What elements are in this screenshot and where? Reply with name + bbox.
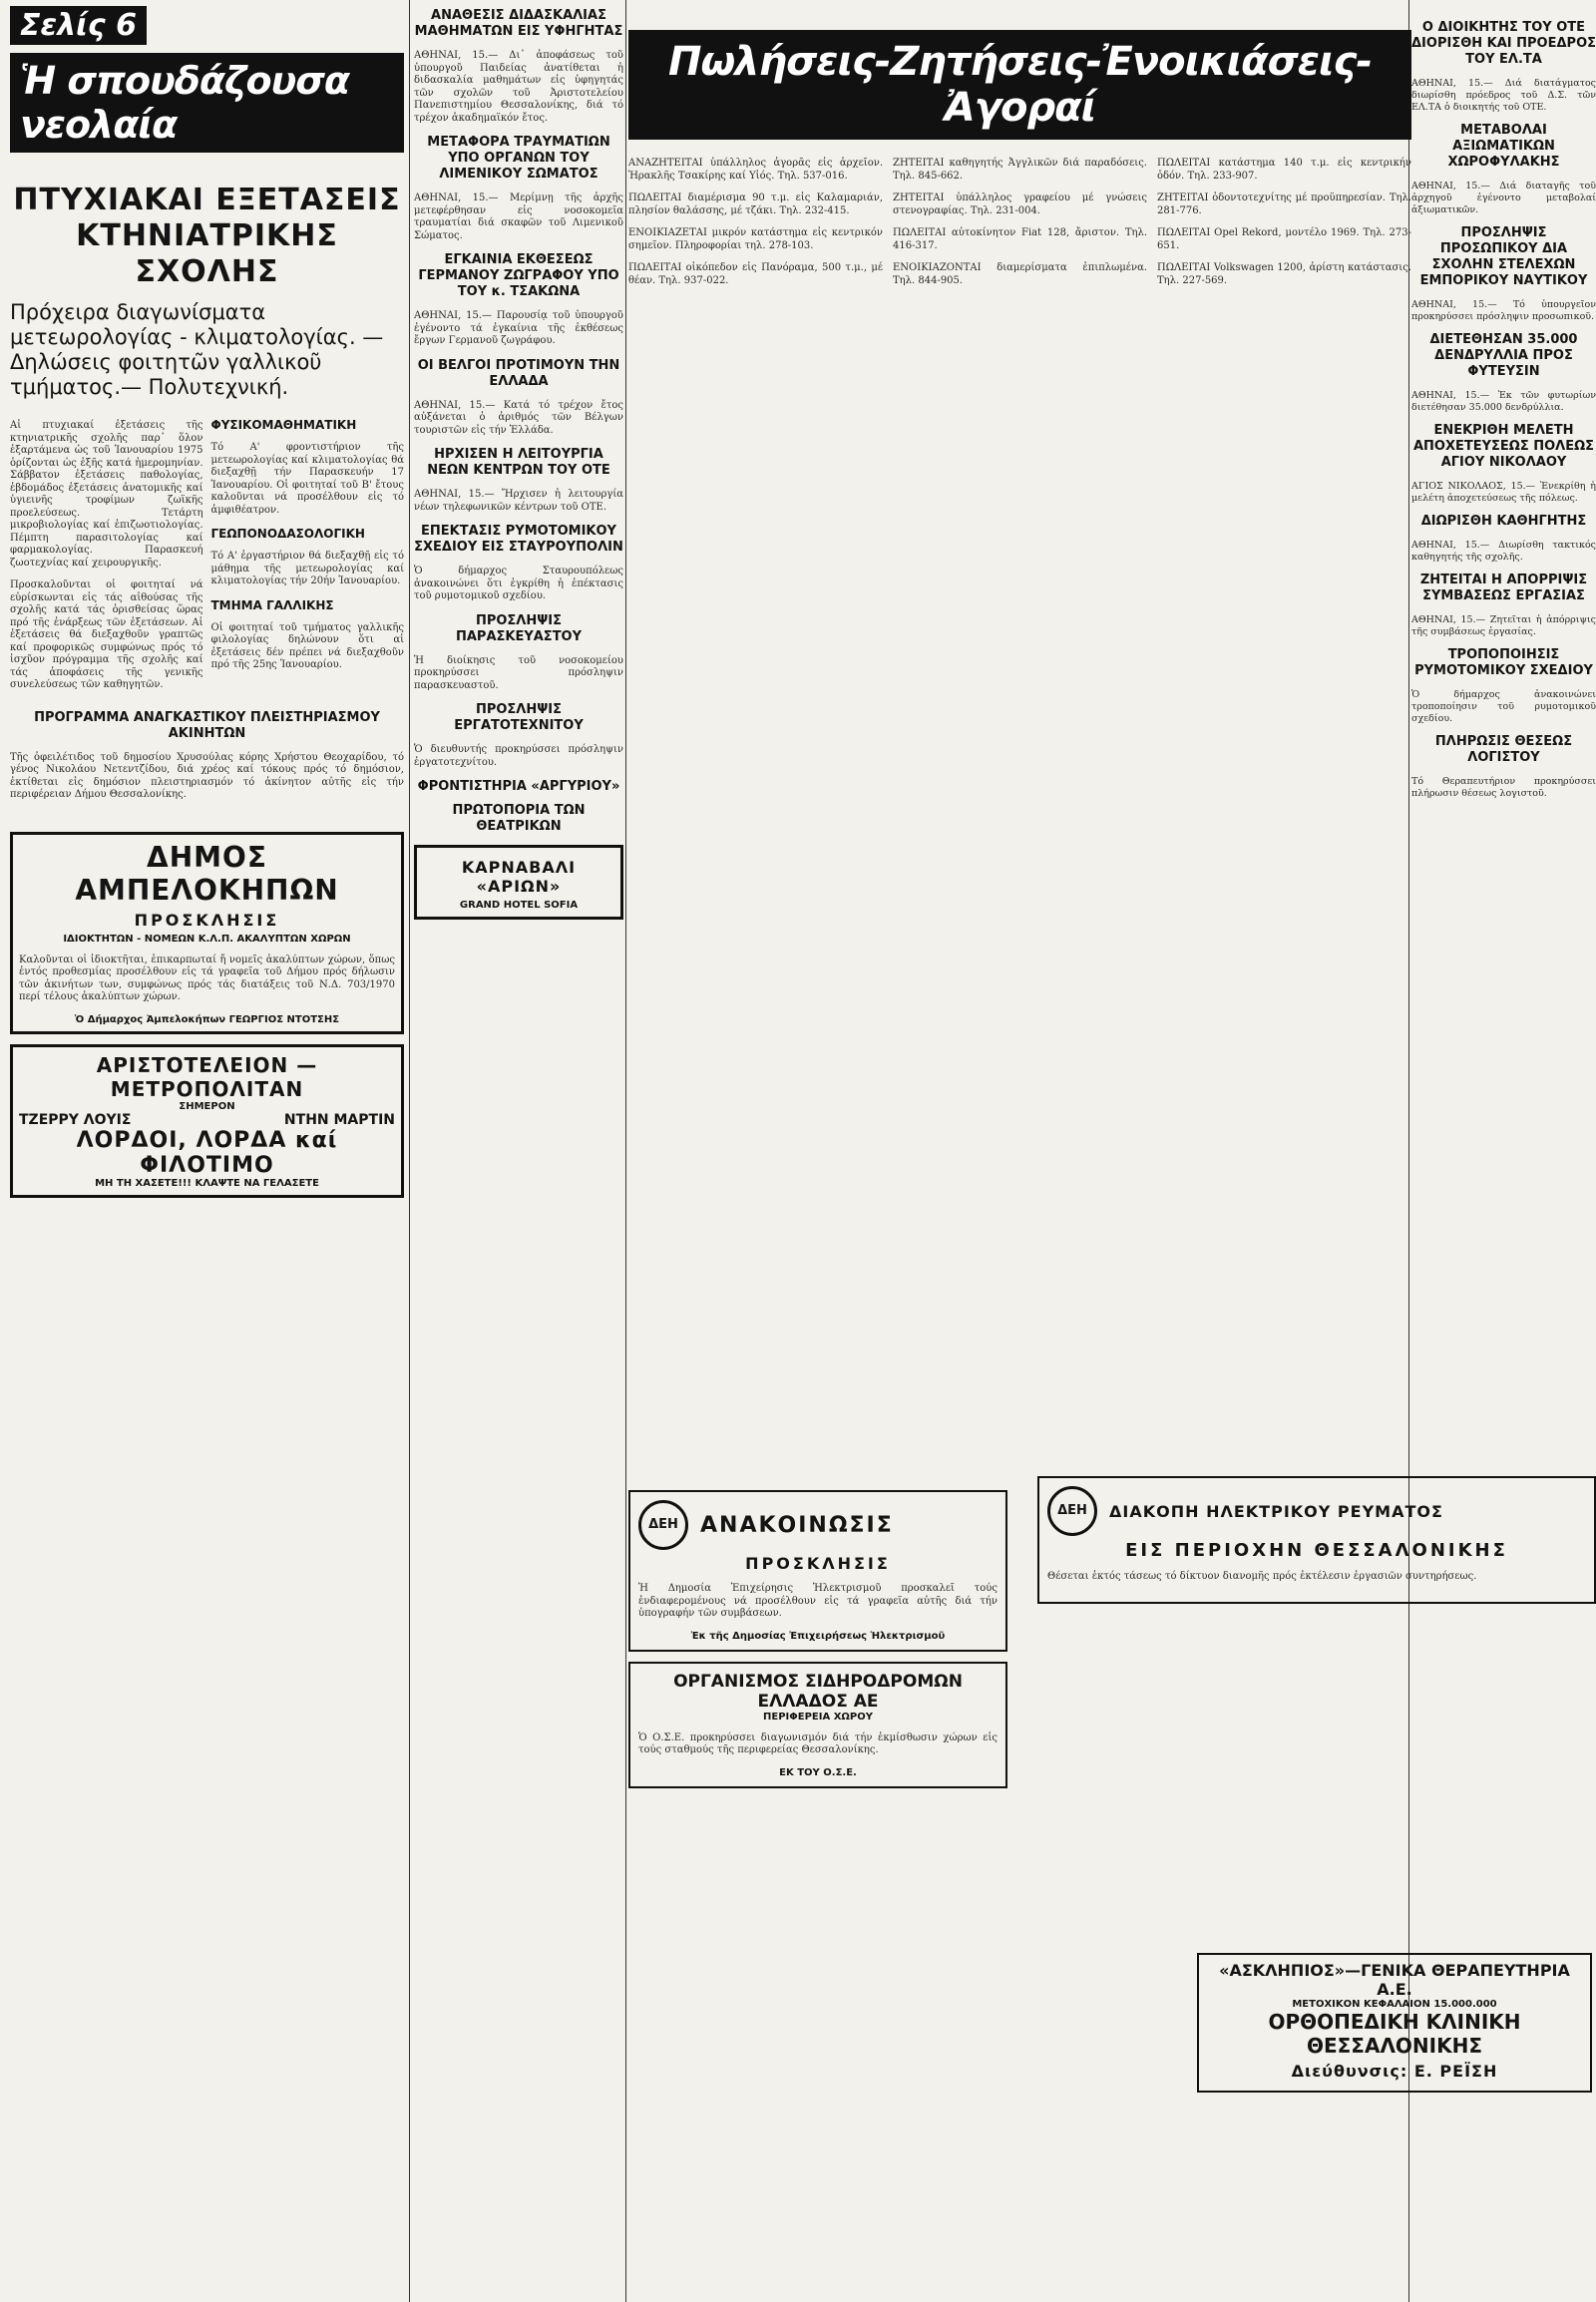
news-body: ΑΘΗΝΑΙ, 15.— Διά διαταγῆς τοῦ ἀρχηγοῦ ἐγένοντο μεταβολαί ἀξιωματικῶν. (1411, 180, 1596, 215)
municipality-signature: Ὁ Δήμαρχος Ἀμπελοκήπων ΓΕΩΡΓΙΟΣ ΝΤΟΤΣΗΣ (74, 1013, 340, 1025)
column-rule (409, 0, 410, 2302)
news-headline: ΕΝΕΚΡΙΘΗ ΜΕΛΕΤΗ ΑΠΟΧΕΤΕΥΣΕΩΣ ΠΟΛΕΩΣ ΑΓΙΟΥ ΝΙΚΟΛΑΟΥ (1412, 423, 1595, 470)
news-headline: ΜΕΤΑΒΟΛΑΙ ΑΞΙΩΜΑΤΙΚΩΝ ΧΩΡΟΦΥΛΑΚΗΣ (1447, 123, 1560, 170)
news-body: ΑΘΗΝΑΙ, 15.— Δι᾽ ἀποφάσεως τοῦ ὑπουργοῦ Παιδείας ἀνατίθεται ἡ διδασκαλία μαθημάτων εἰς ὑφηγητάς τῶν σχολῶν τοῦ Ἀριστοτελείου Πανεπιστημίου Θεσσαλονίκης, διά τό τρέχον ἀκαδημαϊκόν ἔτος. (414, 50, 623, 124)
section-body: Τό Α' ἐργαστήριον θά διεξαχθῇ εἰς τό μάθημα τῆς μετεωρολογίας καί κλιματολογίας τήν 20ήν Ἰανουαρίου. (210, 551, 404, 586)
news-body: ΑΓΙΟΣ ΝΙΚΟΛΑΟΣ, 15.— Ἐνεκρίθη ἡ μελέτη ἀποχετεύσεως τῆς πόλεως. (1411, 480, 1596, 504)
news-body: ΑΘΗΝΑΙ, 15.— Τό ὑπουργεῖον προκηρύσσει πρόσληψιν προσωπικοῦ. (1411, 298, 1596, 322)
section-heading: ΦΥΣΙΚΟΜΑΘΗΜΑΤΙΚΗ (210, 418, 357, 432)
news-body: ΑΘΗΝΑΙ, 15.— Κατά τό τρέχον ἔτος αὐξάνεται ὁ ἀριθμός τῶν Βέλγων τουριστῶν εἰς τήν Ἑλλάδα. (414, 399, 623, 436)
classified-ad: ΕΝΟΙΚΙΑΖΕΤΑΙ μικρόν κατάστημα εἰς κεντρικόν σημεῖον. Πληροφορίαι τηλ. 278-103. (628, 227, 883, 251)
hospital-ad (1197, 1953, 1592, 2093)
news-body: ΑΘΗΝΑΙ, 15.— Μερίμνῃ τῆς ἀρχῆς μετεφέρθησαν εἰς νοσοκομεῖα τραυματίαι διά σκαφῶν τοῦ Λιμενικοῦ Σώματος. (414, 192, 623, 241)
classified-ad: ΠΩΛΕΙΤΑΙ Opel Rekord, μοντέλο 1969. Τηλ. 273-651. (1157, 227, 1411, 251)
cinema-today: ΣΗΜΕΡΟΝ (179, 1100, 235, 1112)
news-headline: ΜΕΤΑΦΟΡΑ ΤΡΑΥΜΑΤΙΩΝ ΥΠΟ ΟΡΓΑΝΩΝ ΤΟΥ ΛΙΜΕΝΙΚΟΥ ΣΩΜΑΤΟΣ (427, 135, 610, 182)
classifieds-banner: Πωλήσεις-Ζητήσεις-Ἐνοικιάσεις-Ἀγοραί (628, 30, 1411, 140)
hospital-clinic: ΟΡΘΟΠΕΔΙΚΗ ΚΛΙΝΙΚΗ ΘΕΣΣΑΛΟΝΙΚΗΣ (1268, 2010, 1521, 2058)
power-cut-body: Θέσεται ἐκτός τάσεως τό δίκτυον διανομῆς πρός ἐκτέλεσιν ἐργασιῶν συντηρήσεως. (1047, 1571, 1477, 1582)
news-headline: ΖΗΤΕΙΤΑΙ Η ΑΠΟΡΡΙΨΙΣ ΣΥΜΒΑΣΕΩΣ ΕΡΓΑΣΙΑΣ (1419, 573, 1588, 603)
deh-logo: ΔΕΗ (638, 1500, 688, 1550)
section-body: Τό Α' φροντιστήριον τῆς μετεωρολογίας καί κλιματολογίας θά διεξαχθῇ τήν Παρασκευήν 17 Ἰανουαρίου. Οἱ φοιτηταί τοῦ Β' ἔτους καλοῦνται νά προσέλθουν εἰς τό ἀμφιθέατρον. (210, 442, 404, 516)
municipality-body: Καλοῦνται οἱ ἰδιοκτῆται, ἐπικαρπωταί ἤ νομεῖς ἀκαλύπτων χώρων, ὅπως ἐντός προθεσμίας προσέλθουν εἰς τά γραφεῖα τοῦ Δήμου πρός δήλωσιν τῶν ἀκινήτων των, συμφώνως πρός τάς διατάξεις τοῦ Ν.Δ. 703/1970 περί τέλους ἀκαλύπτων χώρων. (19, 954, 395, 1002)
ose-title: ΟΡΓΑΝΙΣΜΟΣ ΣΙΔΗΡΟΔΡΟΜΩΝ ΕΛΛΑΔΟΣ ΑΕ (673, 1671, 963, 1712)
power-cut-title: ΔΙΑΚΟΠΗ ΗΛΕΚΤΡΙΚΟΥ ΡΕΥΜΑΤΟΣ (1109, 1501, 1443, 1521)
news-body: ΑΘΗΝΑΙ, 15.— Ἐκ τῶν φυτωρίων διετέθησαν 35.000 δενδρύλλια. (1411, 389, 1596, 413)
cinema-ad (10, 1044, 404, 1198)
classified-ad: ΖΗΤΕΙΤΑΙ ὑπάλληλος γραφείου μέ γνώσεις στενογραφίας. Τηλ. 231-004. (893, 192, 1147, 216)
news-headline: ΠΡΩΤΟΠΟΡΙΑ ΤΩΝ ΘΕΑΤΡΙΚΩΝ (452, 803, 586, 834)
news-headline: ΕΠΕΚΤΑΣΙΣ ΡΥΜΟΤΟΜΙΚΟΥ ΣΧΕΔΙΟΥ ΕΙΣ ΣΤΑΥΡΟΥΠΟΛΙΝ (414, 524, 623, 555)
classified-ad: ΖΗΤΕΙΤΑΙ ὀδοντοτεχνίτης μέ προϋπηρεσίαν. Τηλ. 281-776. (1157, 192, 1411, 216)
notice-title: ΑΝΑΚΟΙΝΩΣΙΣ (700, 1512, 894, 1538)
municipality-subtitle: ΠΡΟΣΚΛΗΣΙΣ (134, 910, 280, 930)
article-subhead: Πρόχειρα διαγωνίσματα μετεωρολογίας - κλιματολογίας. — Δηλώσεις φοιτητῶν γαλλικοῦ τμήματος.— Πολυτεχνική. (10, 300, 384, 399)
cinema-actor-right: ΝΤΗΝ ΜΑΡΤΙΝ (283, 1111, 395, 1128)
news-body: Ὁ διευθυντής προκηρύσσει πρόσληψιν ἐργατοτεχνίτου. (414, 744, 623, 768)
news-body: ΑΘΗΝΑΙ, 15.— Διωρίσθη τακτικός καθηγητής τῆς σχολῆς. (1411, 539, 1596, 563)
page-number-badge: Σελίς 6 (10, 6, 147, 45)
cinema-actor-left: ΤΖΕΡΡΥ ΛΟΥΙΣ (19, 1111, 132, 1128)
news-headline: ΠΡΟΣΛΗΨΙΣ ΠΡΟΣΩΠΙΚΟΥ ΔΙΑ ΣΧΟΛΗΝ ΣΤΕΛΕΧΩΝ ΕΜΠΟΡΙΚΟΥ ΝΑΥΤΙΚΟΥ (1419, 225, 1588, 288)
hospital-name: «ΑΣΚΛΗΠΙΟΣ»—ΓΕΝΙΚΑ ΘΕΡΑΠΕΥΤΗΡΙΑ Α.Ε. (1219, 1961, 1570, 1999)
classified-ad: ΠΩΛΕΙΤΑΙ αὐτοκίνητον Fiat 128, ἄριστον. Τηλ. 416-317. (893, 227, 1147, 251)
news-body: ΑΘΗΝΑΙ, 15.— Διά διατάγματος διωρίσθη πρόεδρος τοῦ Δ.Σ. τῶν ΕΛ.ΤΑ ὁ διοικητής τοῦ ΟΤΕ. (1411, 77, 1596, 113)
news-headline: Ο ΔΙΟΙΚΗΤΗΣ ΤΟΥ ΟΤΕ ΔΙΟΡΙΣΘΗ ΚΑΙ ΠΡΟΕΔΡΟΣ ΤΟΥ ΕΛ.ΤΑ (1411, 20, 1596, 67)
ose-subtitle: ΠΕΡΙΦΕΡΕΙΑ ΧΩΡΟΥ (763, 1711, 873, 1723)
auction-title: ΠΡΟΓΡΑΜΜΑ ΑΝΑΓΚΑΣΤΙΚΟΥ ΠΛΕΙΣΤΗΡΙΑΣΜΟΥ ΑΚΙΝΗΤΩΝ (34, 709, 380, 741)
classified-ad: ΑΝΑΖΗΤΕΙΤΑΙ ὑπάλληλος ἀγορᾶς εἰς ἀρχεῖον. Ἡρακλῆς Τσακίρης καί Υἱός. Τηλ. 537-016. (628, 158, 883, 182)
carnival-hotel: GRAND HOTEL SOFIA (459, 900, 579, 911)
news-headline: ΕΓΚΑΙΝΙΑ ΕΚΘΕΣΕΩΣ ΓΕΡΜΑΝΟΥ ΖΩΓΡΑΦΟΥ ΥΠΟ ΤΟΥ κ. ΤΣΑΚΩΝΑ (418, 252, 619, 299)
column-news (414, 0, 623, 2302)
news-headline: ΤΡΟΠΟΠΟΙΗΣΙΣ ΡΥΜΟΤΟΜΙΚΟΥ ΣΧΕΔΙΟΥ (1414, 647, 1593, 678)
classified-ad: ΠΩΛΕΙΤΑΙ οἰκόπεδον εἰς Πανόραμα, 500 τ.μ., μέ θέαν. Τηλ. 937-022. (628, 262, 883, 286)
column-rule (625, 0, 626, 2302)
news-headline: ΦΡΟΝΤΙΣΤΗΡΙΑ «ΑΡΓΥΡΙΟΥ» (417, 779, 620, 794)
municipality-title: ΔΗΜΟΣ ΑΜΠΕΛΟΚΗΠΩΝ (75, 840, 339, 907)
notice-signature: Ἐκ τῆς Δημοσίας Ἐπιχειρήσεως Ἠλεκτρισμοῦ (690, 1630, 946, 1642)
column-education (10, 0, 404, 2302)
article-body: Αἱ πτυχιακαί ἐξετάσεις τῆς κτηνιατρικῆς σχολῆς παρ᾽ ὅλον ἐξαρτάμενα ὡς τοῦ Ἰανουαρίου 1975 ὁρίζονται ὡς ἑξῆς κατά ἡμερομηνίαν. Σάββατον ἐξετάσεις παθολογίας, ἑβδομάδος ἐξετάσεις ἀνατομικῆς καί ὑγιεινῆς τροφίμων ζωϊκῆς προελεύσεως. Τετάρτη μικροβιολογίας καί ἐπιζωοτιολογίας. Πέμπτη παρασιτολογίας καί φαρμακολογίας. Παρασκευή ζωοτεχνίας καί χειρουργικῆς. (10, 420, 203, 569)
news-body: ΑΘΗΝΑΙ, 15.— Παρουσίᾳ τοῦ ὑπουργοῦ ἐγένοντο τά ἐγκαίνια τῆς ἐκθέσεως ἔργων Γερμανοῦ ζωγράφου. (414, 310, 623, 346)
carnival-ad (414, 845, 623, 920)
ose-notice (628, 1662, 1007, 1788)
news-headline: ΔΙΕΤΕΘΗΣΑΝ 35.000 ΔΕΝΔΡΥΛΛΙΑ ΠΡΟΣ ΦΥΤΕΥΣΙΝ (1429, 332, 1578, 379)
classified-ad: ΕΝΟΙΚΙΑΖΟΝΤΑΙ διαμερίσματα ἐπιπλωμένα. Τηλ. 844-905. (893, 262, 1147, 286)
news-body: Ἡ διοίκησις τοῦ νοσοκομείου προκηρύσσει πρόσληψιν παρασκευαστοῦ. (414, 654, 623, 691)
cinema-footer: ΜΗ ΤΗ ΧΑΣΕΤΕ!!! ΚΛΑΨΤΕ ΝΑ ΓΕΛΑΣΕΤΕ (95, 1177, 319, 1189)
section-body: Οἱ φοιτηταί τοῦ τμήματος γαλλικῆς φιλολογίας δηλώνουν ὅτι αἱ ἐξετάσεις δέν πρέπει νά διεξαχθοῦν πρό τῆς 25ης Ἰανουαρίου. (210, 621, 404, 670)
classified-ad: ΠΩΛΕΙΤΑΙ Volkswagen 1200, ἀρίστη κατάστασις. Τηλ. 227-569. (1157, 262, 1411, 286)
notice-subtitle: ΠΡΟΣΚΛΗΣΙΣ (745, 1554, 891, 1573)
news-headline: ΠΡΟΣΛΗΨΙΣ ΕΡΓΑΤΟΤΕΧΝΙΤΟΥ (454, 702, 584, 733)
ose-body: Ὁ Ο.Σ.Ε. προκηρύσσει διαγωνισμόν διά τήν ἐκμίσθωσιν χώρων εἰς τούς σταθμούς τῆς περιφερείας Θεσσαλονίκης. (638, 1731, 998, 1755)
cinema-film-title: ΛΟΡΔΟΙ, ΛΟΡΔΑ καί ΦΙΛΟΤΙΜΟ (76, 1127, 338, 1178)
power-cut-subtitle: ΕΙΣ ΠΕΡΙΟΧΗΝ ΘΕΣΣΑΛΟΝΙΚΗΣ (1125, 1540, 1508, 1561)
section-heading: ΓΕΩΠΟΝΟΔΑΣΟΛΟΓΙΚΗ (210, 527, 365, 541)
cinema-title: ΑΡΙΣΤΟΤΕΛΕΙΟΝ — ΜΕΤΡΟΠΟΛΙΤΑΝ (96, 1052, 318, 1101)
ose-signature: ΕΚ ΤΟΥ Ο.Σ.Ε. (779, 1766, 857, 1778)
hospital-capital: ΜΕΤΟΧΙΚΟΝ ΚΕΦΑΛΑΙΟΝ 15.000.000 (1292, 1999, 1497, 2010)
classified-ad: ΖΗΤΕΙΤΑΙ καθηγητής Ἀγγλικῶν διά παραδόσεις. Τηλ. 845-662. (893, 158, 1147, 182)
auction-body: Τῆς ὀφειλέτιδος τοῦ δημοσίου Χρυσούλας κόρης Χρήστου Θεοχαρίδου, τό γένος Νικολάου Νετεντζίδου, διά χρέος καί τόκους πρός τό δημόσιον, ἐκτίθεται εἰς δημόσιον πλειστηριασμόν τό ἀκίνητον αὐτῆς εἰς τήν περιφέρειαν Δήμου Θεσσαλονίκης. (10, 751, 404, 800)
power-cut-notice (1037, 1476, 1596, 1604)
news-headline: ΑΝΑΘΕΣΙΣ ΔΙΔΑΣΚΑΛΙΑΣ ΜΑΘΗΜΑΤΩΝ ΕΙΣ ΥΦΗΓΗΤΑΣ (414, 8, 623, 39)
deh-notice (628, 1490, 1007, 1652)
news-headline: ΗΡΧΙΣΕΝ Η ΛΕΙΤΟΥΡΓΙΑ ΝΕΩΝ ΚΕΝΤΡΩΝ ΤΟΥ ΟΤΕ (427, 447, 610, 478)
hospital-director: Διεύθυνσις: Ε. ΡΕΪΣΗ (1291, 2062, 1498, 2081)
news-body: ΑΘΗΝΑΙ, 15.— Ἤρχισεν ἡ λειτουργία νέων τηλεφωνικῶν κέντρων τοῦ ΟΤΕ. (414, 489, 623, 513)
notice-body: Ἡ Δημοσία Ἐπιχείρησις Ἠλεκτρισμοῦ προσκαλεῖ τούς ἐνδιαφερομένους νά προσέλθουν εἰς τά γραφεῖα αὐτῆς διά τήν ὑπογραφήν τῶν συμβάσεων. (638, 1583, 998, 1619)
municipality-line: ΙΔΙΟΚΤΗΤΩΝ - ΝΟΜΕΩΝ Κ.Λ.Π. ΑΚΑΛΥΠΤΩΝ ΧΩΡΩΝ (63, 933, 351, 945)
section-heading: ΤΜΗΜΑ ΓΑΛΛΙΚΗΣ (210, 597, 334, 612)
classified-ad: ΠΩΛΕΙΤΑΙ διαμέρισμα 90 τ.μ. εἰς Καλαμαριάν, πλησίον θαλάσσης, μέ τζάκι. Τηλ. 232-415. (628, 192, 883, 216)
municipality-notice (10, 832, 404, 1034)
section-banner: Ἡ σπουδάζουσα νεολαία (10, 53, 404, 153)
news-headline: ΔΙΩΡΙΣΘΗ ΚΑΘΗΓΗΤΗΣ (1420, 514, 1587, 529)
article-body: Προσκαλοῦνται οἱ φοιτηταί νά εὑρίσκωνται εἰς τάς αἰθούσας τῆς σχολῆς κατά τάς ὁρισθείσας ὥρας πρό τῆς ἐνάρξεως τῶν ἐξετάσεων. Αἱ ἐξετάσεις θά διεξαχθοῦν γραπτῶς καί προφορικῶς συμφώνως πρός τό ἰσχῦον πρόγραμμα τῆς σχολῆς καί τάς ἀποφάσεις τῆς γενικῆς συνελεύσεως τῶν καθηγητῶν. (10, 579, 203, 690)
news-body: ΑΘΗΝΑΙ, 15.— Ζητεῖται ἡ ἀπόρριψις τῆς συμβάσεως ἐργασίας. (1411, 613, 1596, 637)
article-headline: ΠΤΥΧΙΑΚΑΙ ΕΞΕΤΑΣΕΙΣ ΚΤΗΝΙΑΤΡΙΚΗΣ ΣΧΟΛΗΣ (13, 183, 401, 289)
deh-logo: ΔΕΗ (1047, 1486, 1097, 1536)
carnival-title: ΚΑΡΝΑΒΑΛΙ «ΑΡΙΩΝ» (461, 858, 577, 896)
news-headline: ΠΡΟΣΛΗΨΙΣ ΠΑΡΑΣΚΕΥΑΣΤΟΥ (455, 612, 583, 644)
news-body: Ὁ δήμαρχος Σταυρουπόλεως ἀνακοινώνει ὅτι ἐγκρίθη ἡ ἐπέκτασις τοῦ ρυμοτομικοῦ σχεδίου. (414, 566, 623, 601)
news-headline: ΟΙ ΒΕΛΓΟΙ ΠΡΟΤΙΜΟΥΝ ΤΗΝ ΕΛΛΑΔΑ (417, 357, 620, 389)
news-headline: ΠΛΗΡΩΣΙΣ ΘΕΣΕΩΣ ΛΟΓΙΣΤΟΥ (1434, 734, 1573, 765)
news-body: Ὁ δήμαρχος ἀνακοινώνει τροποποίησιν τοῦ ρυμοτομικοῦ σχεδίου. (1411, 688, 1596, 724)
classified-ad: ΠΩΛΕΙΤΑΙ κατάστημα 140 τ.μ. εἰς κεντρικήν ὁδόν. Τηλ. 233-907. (1157, 158, 1411, 182)
news-body: Τό Θεραπευτήριον προκηρύσσει πλήρωσιν θέσεως λογιστοῦ. (1411, 775, 1596, 799)
